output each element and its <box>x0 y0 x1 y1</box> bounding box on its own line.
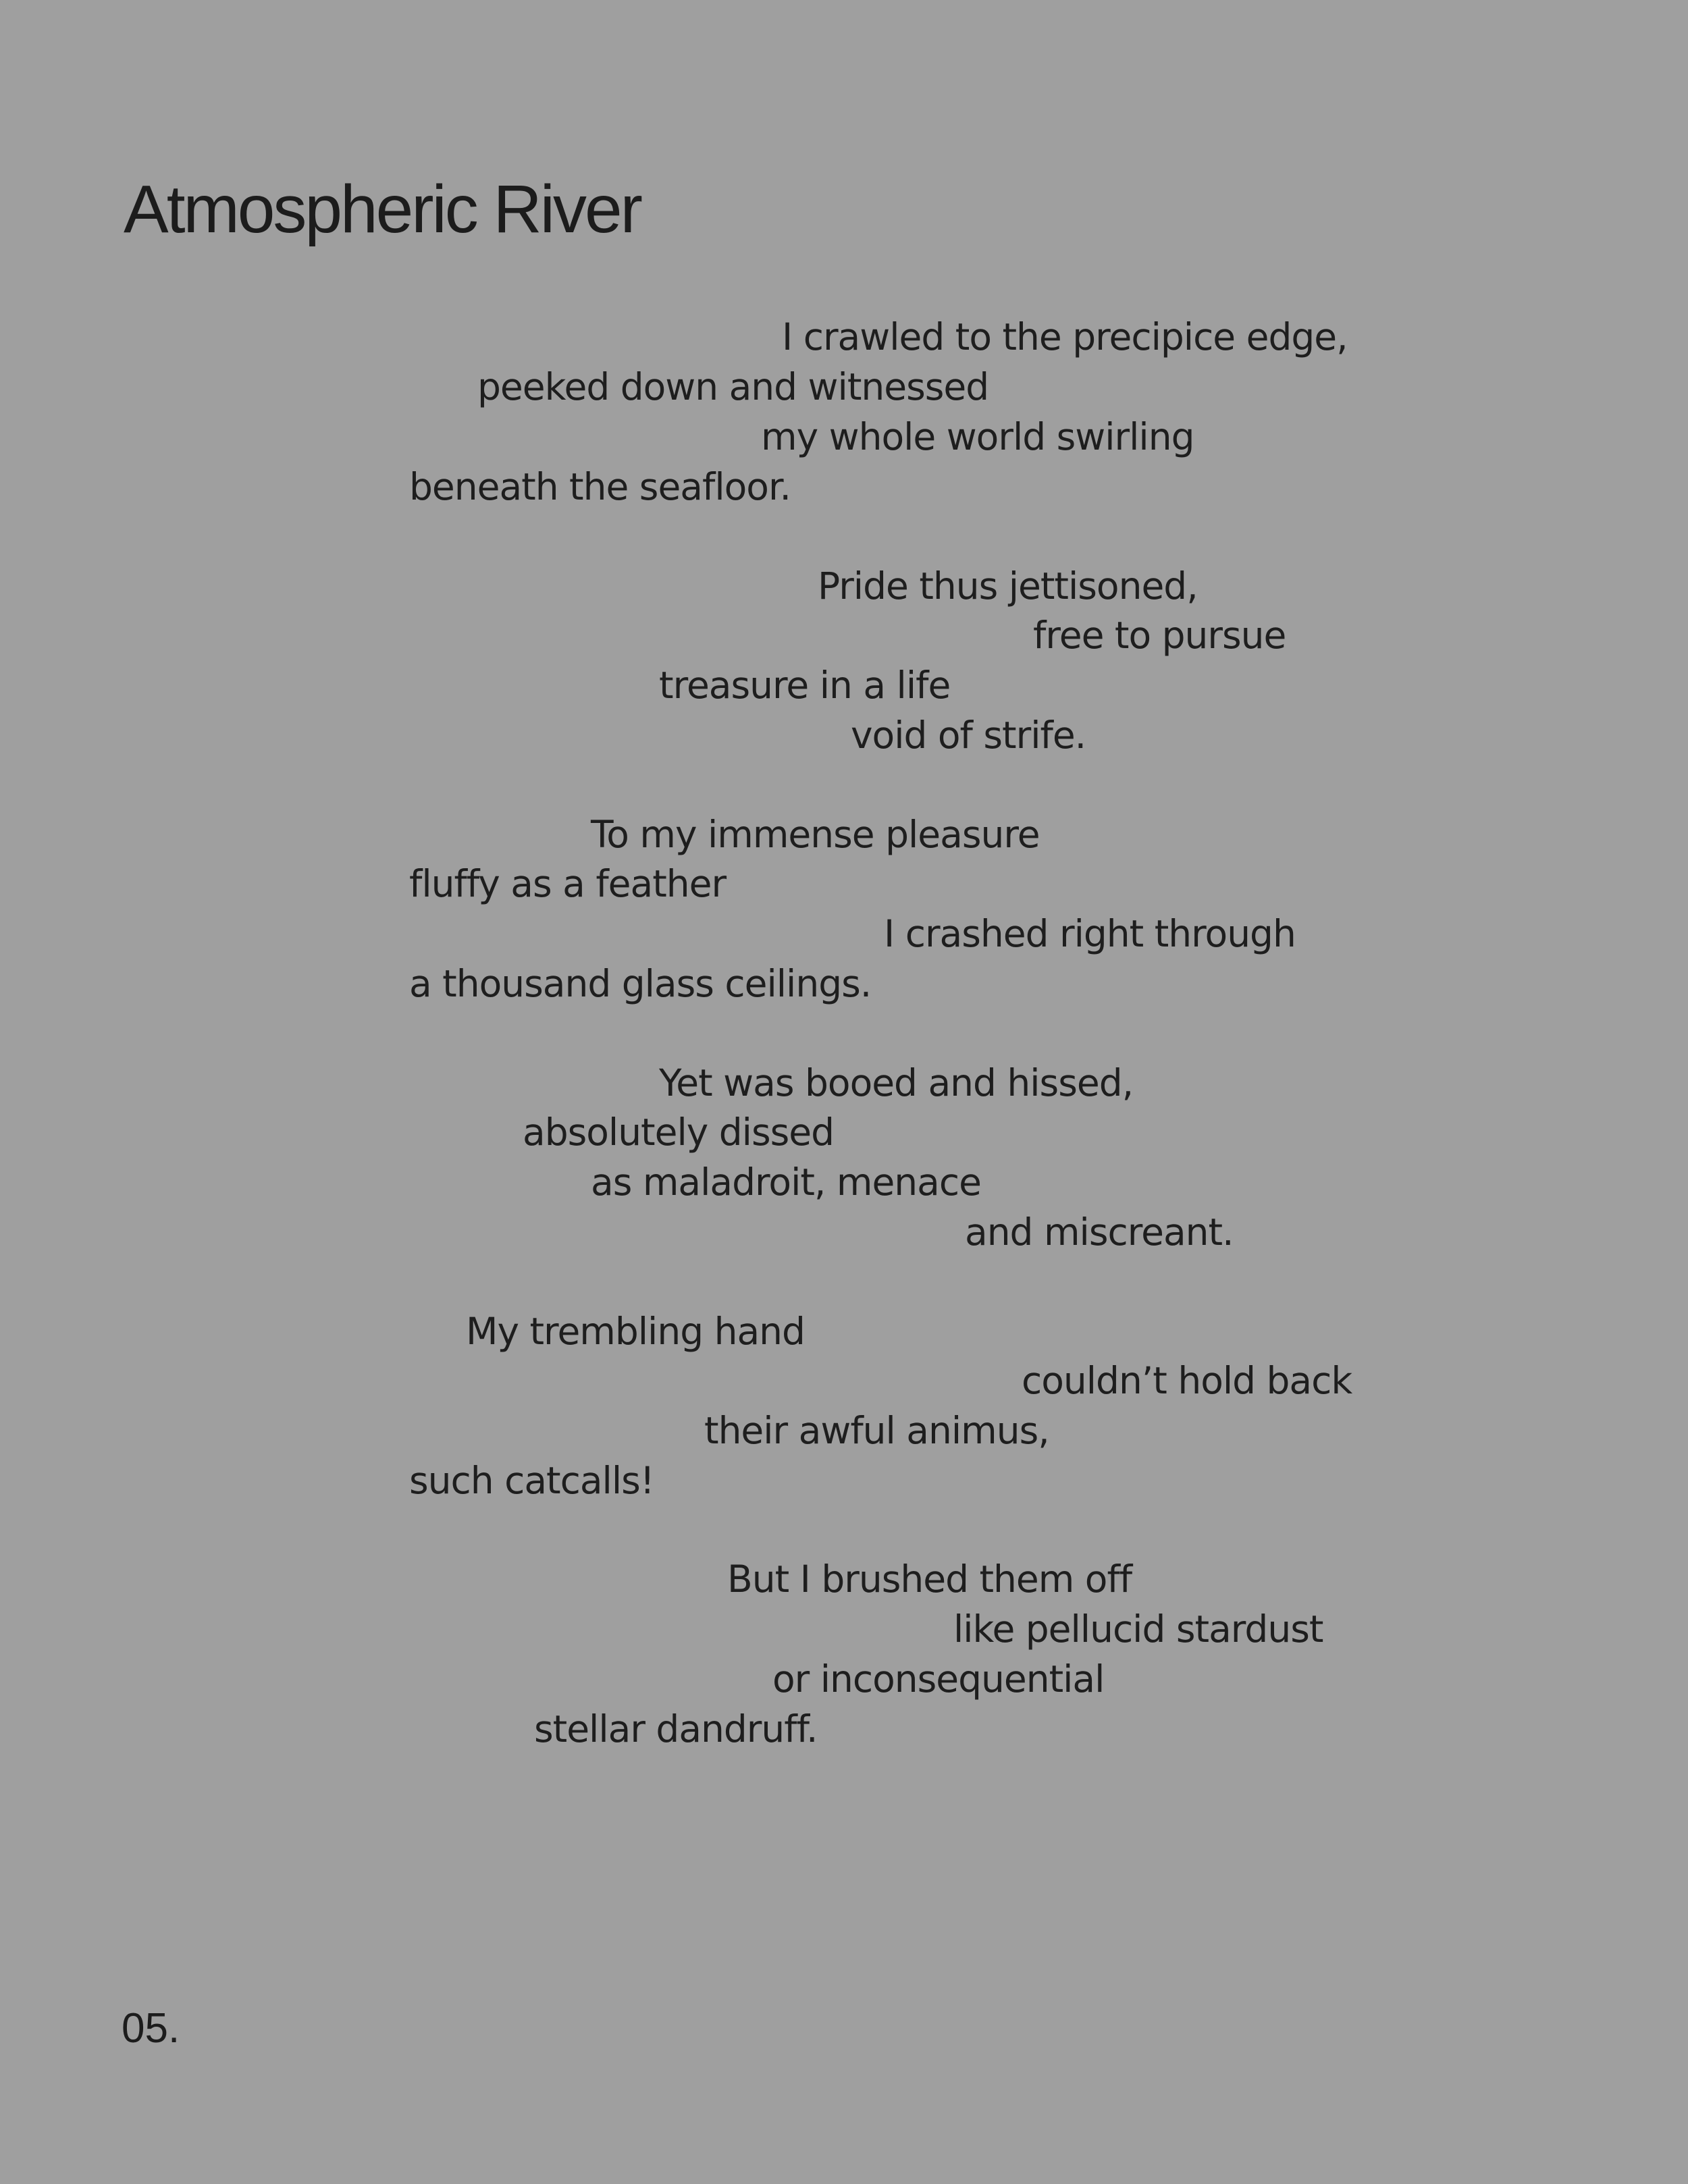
poem-line: I crawled to the precipice edge, <box>782 315 1348 358</box>
poem-line: beneath the seafloor. <box>409 465 791 508</box>
poem-line: as maladroit, menace <box>591 1161 981 1204</box>
poem-line: such catcalls! <box>409 1459 654 1502</box>
poem-line: or inconsequential <box>772 1657 1105 1701</box>
poem-title: Atmospheric River <box>124 171 641 247</box>
poem-line: couldn’t hold back <box>1022 1359 1352 1402</box>
poem-line: a thousand glass ceilings. <box>409 962 872 1005</box>
poem-line: To my immense pleasure <box>591 813 1040 856</box>
poem-line: and miscreant. <box>965 1210 1234 1254</box>
poem-line: Yet was booed and hissed, <box>659 1061 1134 1104</box>
poem-line: stellar dandruff. <box>534 1707 818 1751</box>
poem-line: like pellucid stardust <box>953 1607 1323 1651</box>
poem-line: I crashed right through <box>884 912 1296 955</box>
page-number: 05. <box>122 2005 180 2052</box>
poem-line: peeked down and witnessed <box>477 365 989 408</box>
poem-line: void of strife. <box>851 714 1086 757</box>
poem-line: free to pursue <box>1033 614 1286 657</box>
poem-line: treasure in a life <box>659 664 951 707</box>
poem-line: My trembling hand <box>466 1310 805 1353</box>
poem-line: fluffy as a feather <box>409 862 727 905</box>
poem-line: absolutely dissed <box>523 1111 835 1154</box>
poem-line: my whole world swirling <box>761 415 1194 458</box>
poem-line: Pride thus jettisoned, <box>818 564 1198 608</box>
poem-line: But I brushed them off <box>727 1557 1132 1601</box>
poem-line: their awful animus, <box>704 1409 1049 1452</box>
